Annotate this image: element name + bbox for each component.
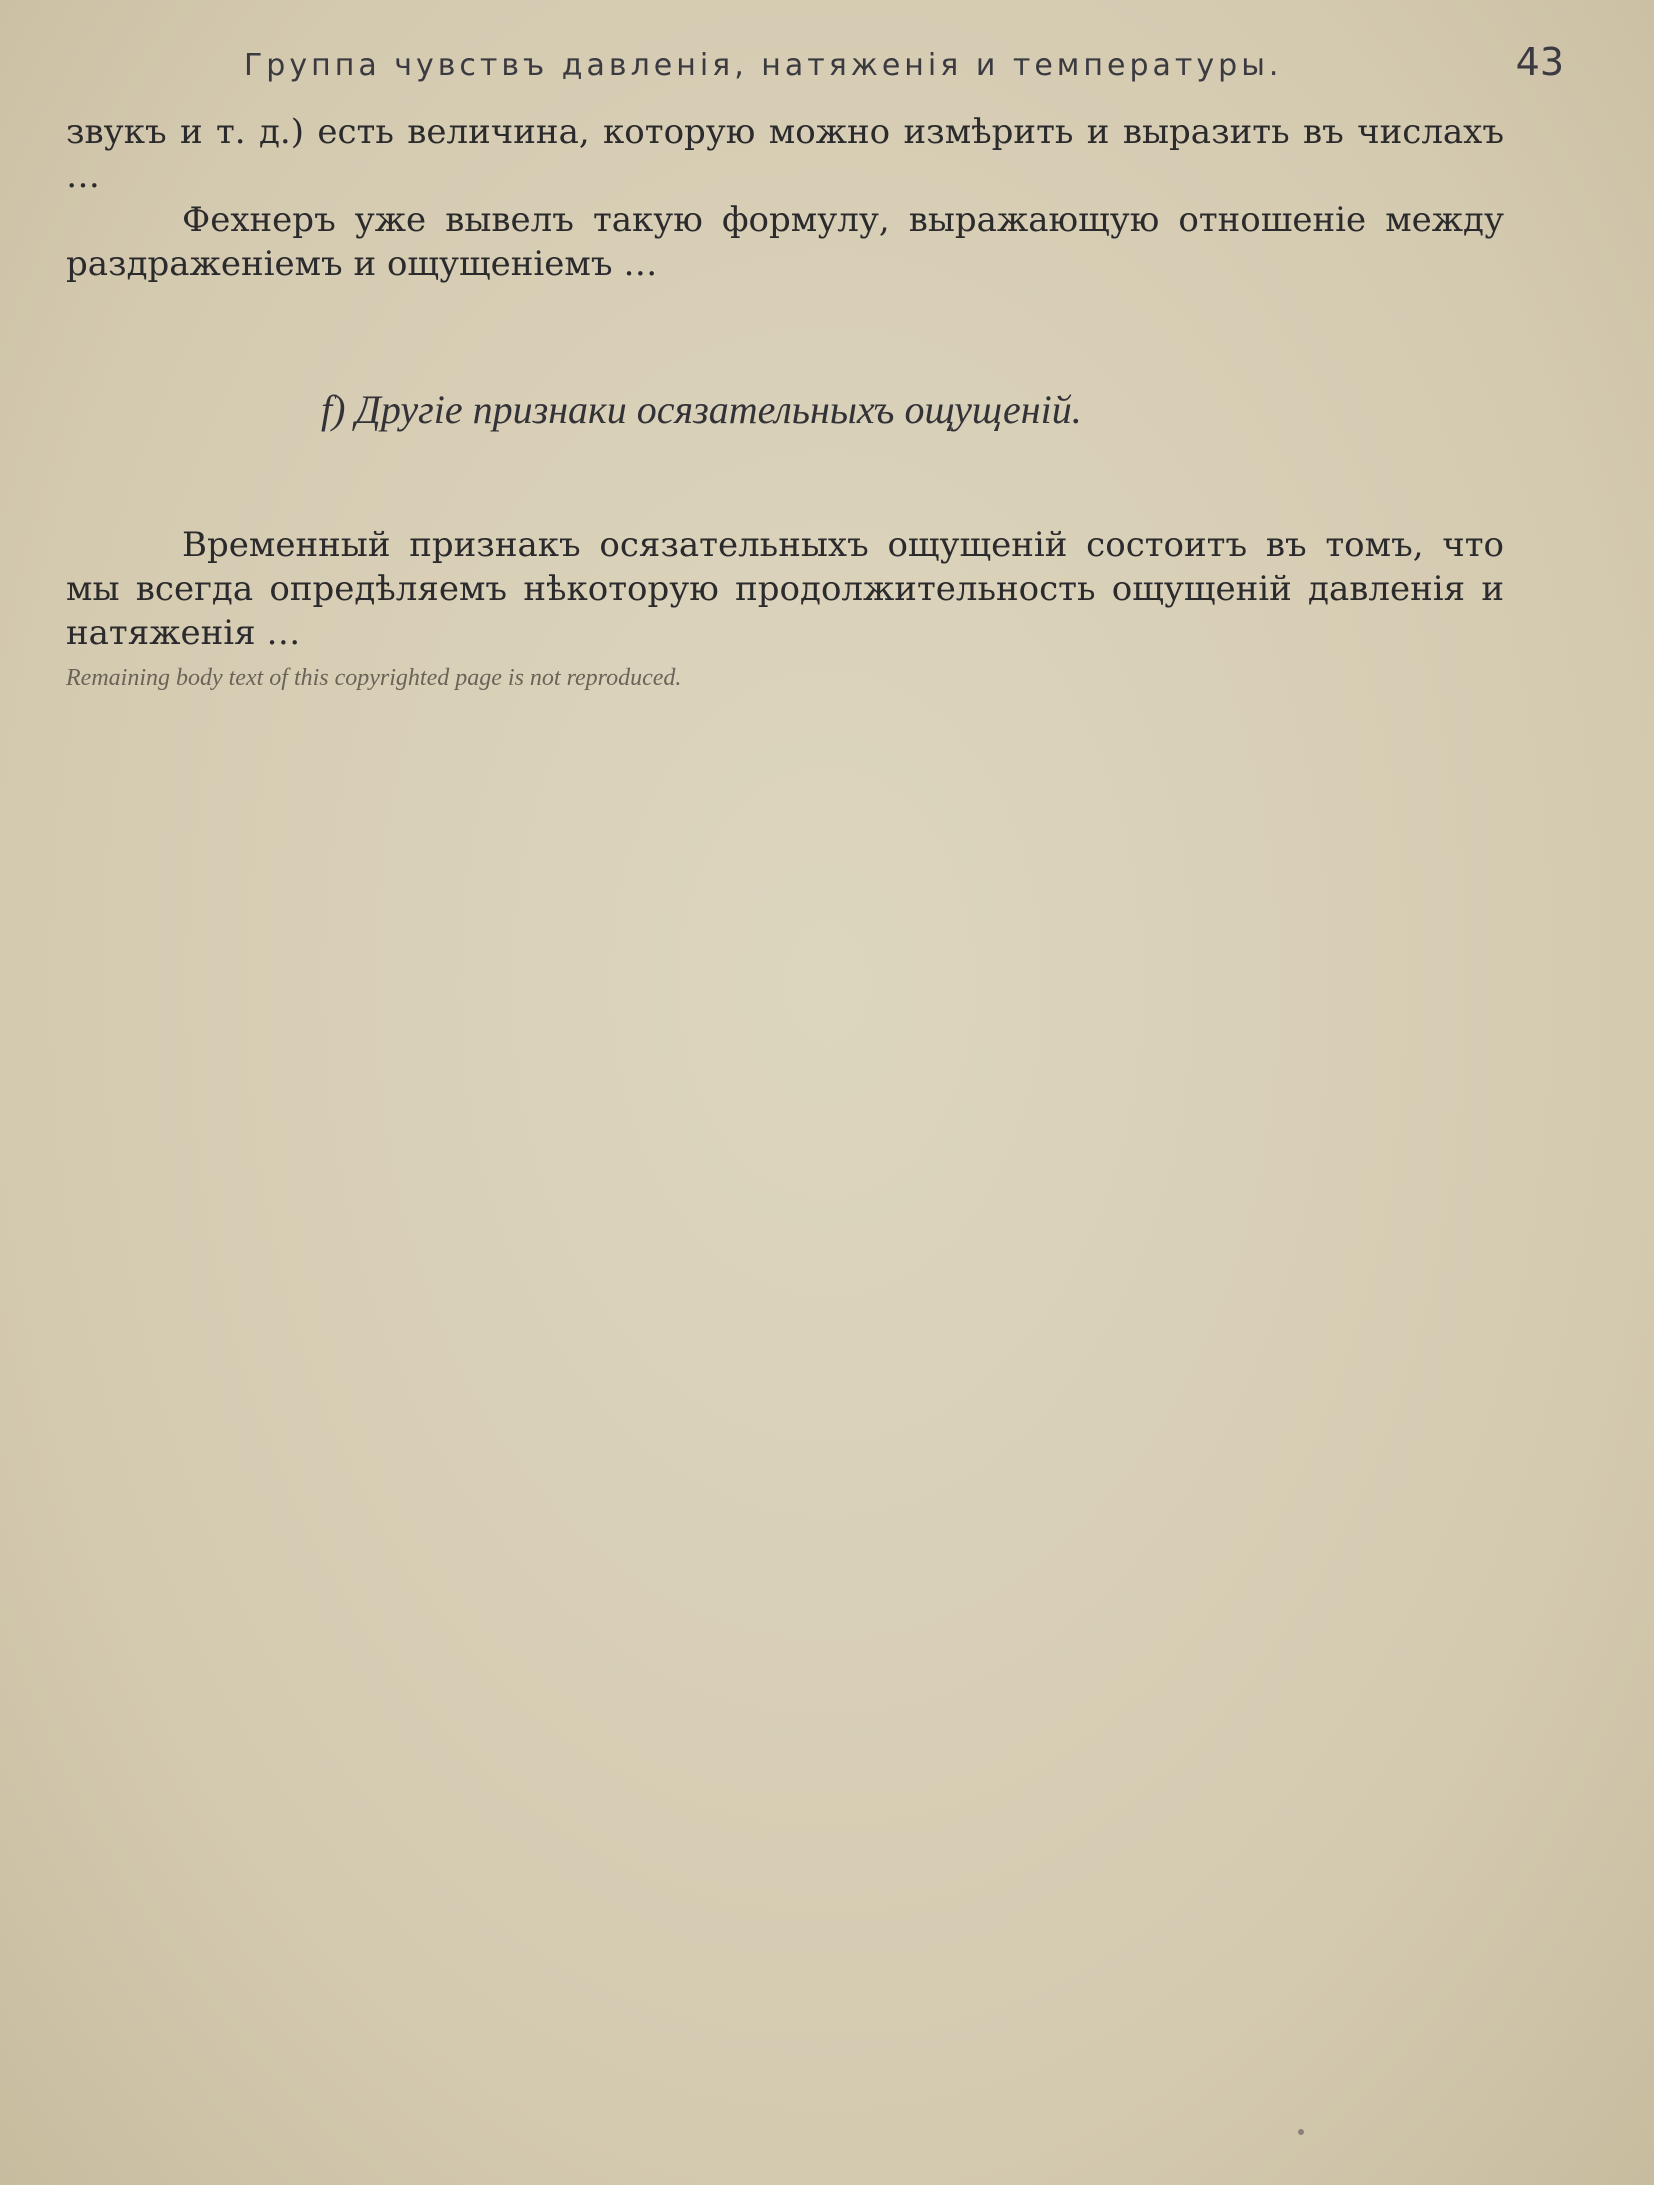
paper-smudge — [1298, 2129, 1304, 2135]
section-title: f) Другіе признаки осязательныхъ ощущеній. — [321, 387, 1082, 432]
paragraph-temporal: Временный признакъ осязательныхъ ощущеній состоитъ въ томъ, что мы всегда опредѣляемъ нѣкоторую продолжительность ощущеній давленія и натяженія … — [66, 525, 1504, 653]
running-title: Группа чувствъ давленія, натяженія и температуры. — [244, 48, 1283, 83]
omission-note: Remaining body text of this copyrighted page is not reproduced. — [66, 665, 682, 691]
paragraph-top: звукъ и т. д.) есть величина, которую можно измѣрить и выразить въ числахъ … — [66, 112, 1504, 196]
paragraph-fechner: Фехнеръ уже вывелъ такую формулу, выражающую отношеніе между раздраженіемъ и ощущеніемъ … — [66, 200, 1504, 284]
paragraph-excerpt-fechner — [66, 198, 1504, 286]
paragraph-excerpt-top — [66, 110, 1504, 198]
paragraph-excerpt-section — [66, 523, 1504, 655]
page-number: 43 — [1515, 40, 1564, 84]
running-head — [66, 40, 1564, 110]
